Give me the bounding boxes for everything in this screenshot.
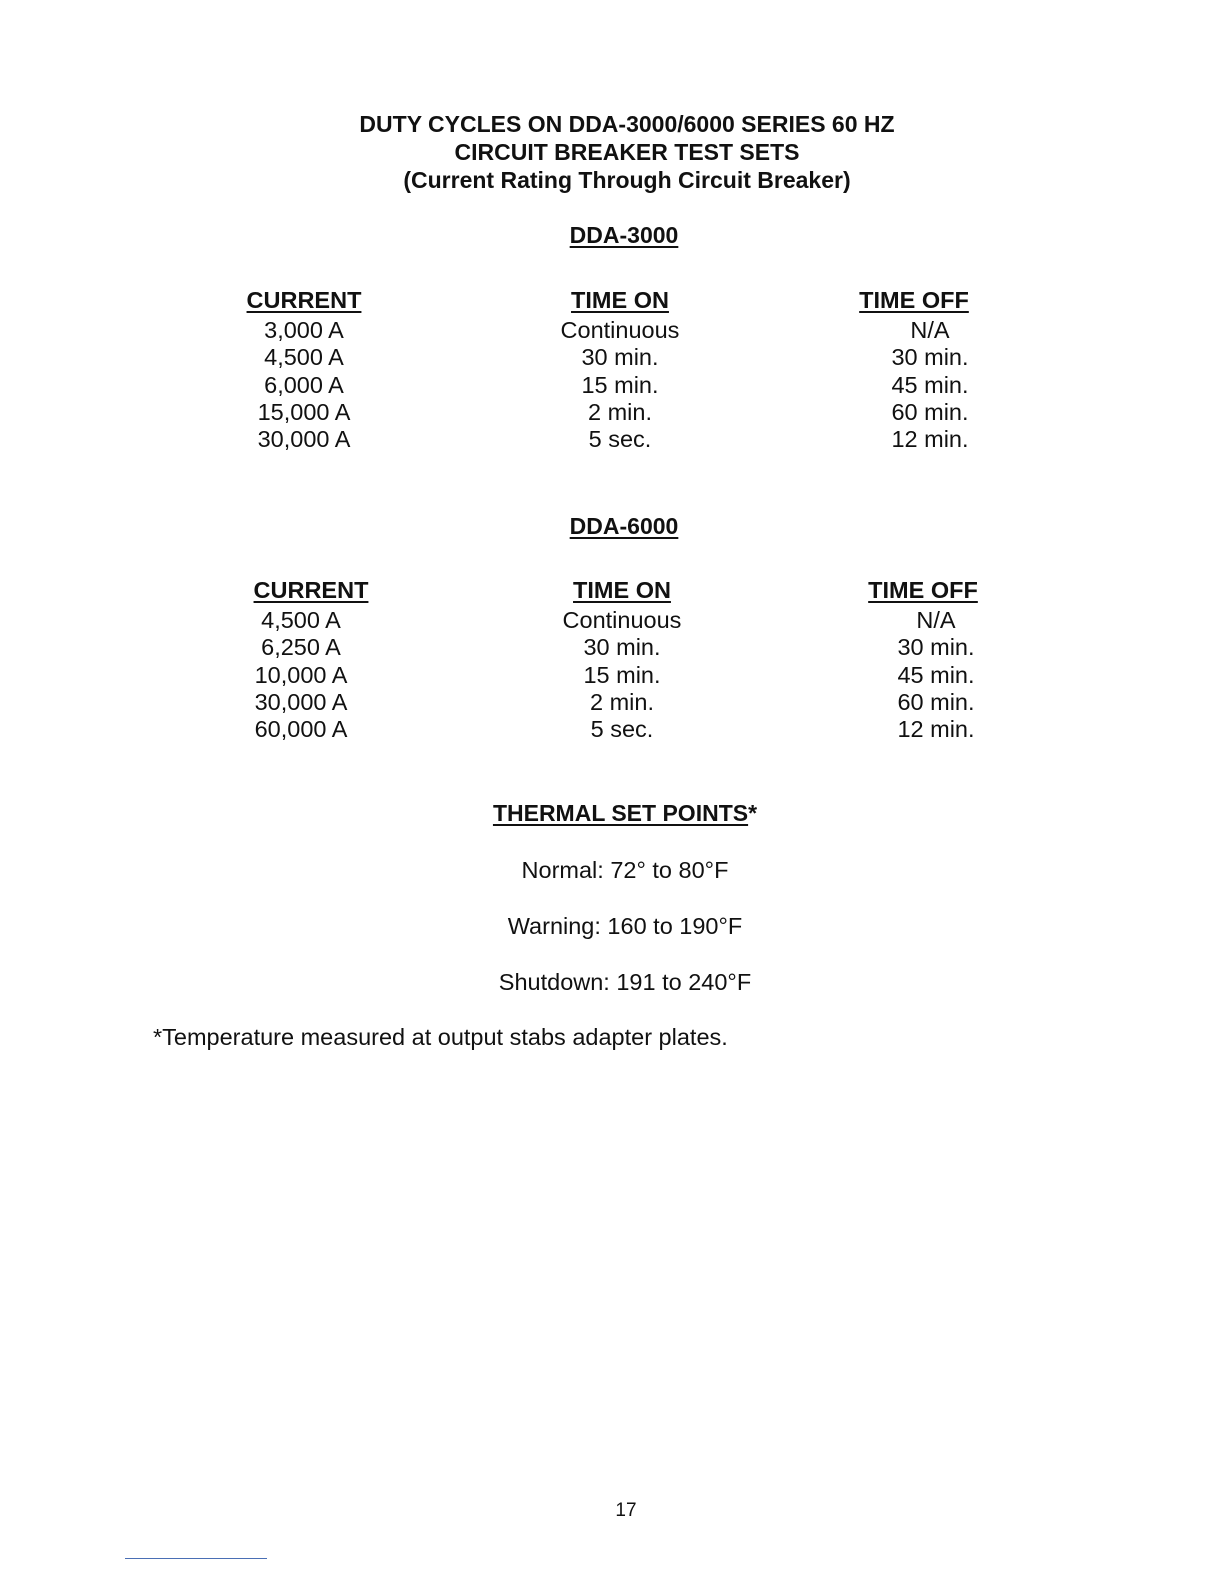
thermal-warning: Warning: 160 to 190°F	[507, 913, 743, 939]
dda6000-time-off-cell: 12 min.	[897, 716, 975, 743]
dda6000-current-cell: 30,000 A	[254, 688, 348, 715]
dda3000-time-off-header: TIME OFF	[859, 287, 969, 313]
dda3000-time-off-cell: 30 min.	[891, 344, 969, 371]
dda6000-time-on-cell: 2 min.	[590, 688, 654, 715]
dda6000-time-off-cell: 30 min.	[897, 634, 975, 661]
dda3000-time-on-cell: 15 min.	[581, 371, 659, 398]
footnote: *Temperature measured at output stabs adapter plates.	[153, 1024, 728, 1050]
dda6000-time-off-header: TIME OFF	[868, 577, 978, 603]
dda3000-time-off-cell: N/A	[910, 317, 950, 343]
dda3000-time-on-column	[510, 283, 730, 453]
thermal-asterisk: *	[748, 800, 758, 826]
document-title	[0, 110, 1224, 194]
dda6000-current-header: CURRENT	[253, 577, 369, 603]
dda6000-time-on-cell: 15 min.	[583, 661, 661, 688]
thermal-normal: Normal: 72° to 80°F	[521, 857, 729, 883]
dda3000-current-cell: 15,000 A	[257, 398, 351, 425]
footer-rule	[125, 1558, 267, 1559]
dda6000-time-on-cell: 30 min.	[583, 634, 661, 661]
title-line-2: CIRCUIT BREAKER TEST SETS	[454, 139, 800, 165]
thermal-title: THERMAL SET POINTS	[492, 800, 749, 826]
dda6000-time-on-header: TIME ON	[573, 577, 671, 603]
page-number: 17	[615, 1500, 637, 1521]
dda3000-time-off-cell: 12 min.	[891, 426, 969, 453]
dda6000-heading: DDA-6000	[569, 513, 679, 539]
dda6000-current-cell: 4,500 A	[261, 607, 341, 633]
thermal-heading	[425, 800, 825, 827]
dda6000-time-off-cell: 60 min.	[897, 688, 975, 715]
dda6000-time-on-cell: Continuous	[562, 607, 682, 633]
dda3000-time-off-column	[830, 283, 1030, 453]
thermal-shutdown: Shutdown: 191 to 240°F	[498, 969, 752, 995]
dda3000-time-on-cell: 2 min.	[588, 398, 652, 425]
dda6000-time-off-cell: N/A	[916, 607, 956, 633]
dda6000-time-off-column	[836, 573, 1036, 743]
dda3000-time-on-header: TIME ON	[571, 287, 669, 313]
dda3000-current-cell: 30,000 A	[257, 426, 351, 453]
dda3000-current-header: CURRENT	[246, 287, 362, 313]
dda3000-current-cell: 4,500 A	[264, 344, 344, 371]
dda3000-time-on-cell: Continuous	[560, 317, 680, 343]
title-line-1: DUTY CYCLES ON DDA-3000/6000 SERIES 60 HZ	[359, 111, 895, 137]
dda3000-current-cell: 3,000 A	[264, 317, 344, 343]
dda6000-time-on-column	[512, 573, 732, 743]
dda3000-time-off-cell: 45 min.	[891, 371, 969, 398]
dda6000-current-cell: 6,250 A	[261, 634, 341, 661]
dda3000-time-off-cell: 60 min.	[891, 398, 969, 425]
dda6000-current-cell: 10,000 A	[254, 661, 348, 688]
dda6000-current-column	[211, 573, 411, 743]
dda6000-time-on-cell: 5 sec.	[590, 716, 654, 743]
dda6000-time-off-cell: 45 min.	[897, 661, 975, 688]
dda3000-time-on-cell: 5 sec.	[588, 426, 652, 453]
dda3000-time-on-cell: 30 min.	[581, 344, 659, 371]
dda6000-current-cell: 60,000 A	[254, 716, 348, 743]
dda3000-current-column	[204, 283, 404, 453]
dda3000-heading: DDA-3000	[569, 222, 679, 248]
dda3000-current-cell: 6,000 A	[264, 371, 344, 398]
title-line-3: (Current Rating Through Circuit Breaker)	[403, 167, 851, 193]
